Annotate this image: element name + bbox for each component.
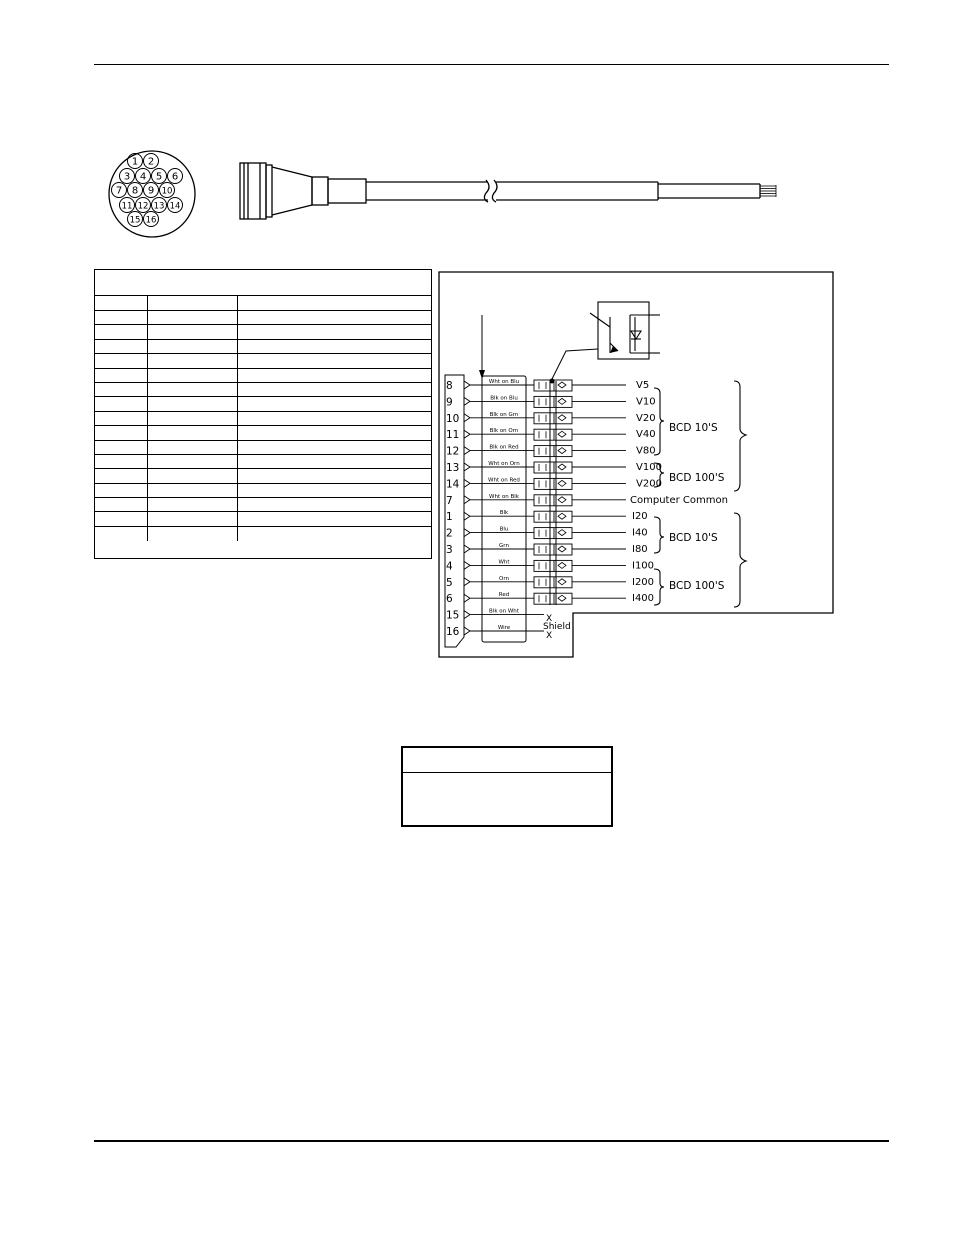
table-row — [95, 512, 431, 526]
table-cell — [95, 325, 148, 338]
table-cell — [95, 354, 148, 367]
table-row — [95, 527, 431, 541]
table-cell — [95, 397, 148, 410]
wire-pin-number: 9 — [446, 396, 453, 409]
wire-pin-number: 5 — [446, 576, 453, 589]
pin-chevron — [464, 447, 470, 455]
pin-chevron — [464, 529, 470, 537]
top-rule — [94, 64, 889, 65]
table-cell — [95, 512, 148, 525]
pin-number: 15 — [129, 215, 141, 226]
table-column-header — [95, 296, 431, 311]
table-row — [95, 426, 431, 440]
no-connect-15: X — [546, 614, 553, 624]
table-cell — [95, 498, 148, 511]
terminal-block — [534, 478, 572, 489]
signal-label: V5 — [636, 380, 650, 391]
terminal-contact — [558, 398, 566, 404]
pin-assignment-table — [94, 269, 432, 559]
terminal-contact — [558, 382, 566, 388]
pin-chevron — [464, 594, 470, 602]
table-row — [95, 354, 431, 368]
signal-label: I400 — [632, 593, 655, 605]
table-cell — [238, 369, 431, 382]
terminal-block — [534, 528, 572, 539]
wire-color-label: Wire — [497, 625, 511, 631]
table-row — [95, 397, 431, 411]
pin-chevron — [464, 414, 470, 422]
wire-pin-number: 13 — [446, 462, 460, 474]
table-cell — [95, 441, 148, 454]
group-label-bcd10-upper: BCD 10'S — [669, 422, 718, 434]
wire-color-label: Wht on Red — [488, 477, 520, 484]
connector-face-diagram — [105, 150, 200, 238]
terminal-contact — [558, 595, 566, 601]
group-label-bcd10-lower: BCD 10'S — [669, 532, 718, 544]
terminal-contact — [558, 546, 566, 552]
wire-pin-number: 7 — [446, 494, 453, 507]
signal-label: I100 — [632, 560, 655, 572]
column-header-1 — [95, 296, 148, 310]
signal-label: I20 — [632, 511, 648, 523]
wire-color-label: Blk on Blu — [490, 395, 518, 402]
wire-color-label: Red — [498, 592, 510, 599]
column-header-2 — [148, 296, 238, 310]
wiring-diagram — [438, 271, 838, 659]
no-connect-16: X — [546, 631, 553, 641]
wire-pin-number: 1 — [446, 511, 453, 524]
table-cell — [95, 484, 148, 497]
wire-color-label: Blk on Wht — [489, 608, 519, 615]
table-cell — [148, 498, 238, 511]
pin-chevron — [464, 611, 470, 619]
pin-number: 1 — [131, 156, 139, 168]
table-cell — [148, 441, 238, 454]
pin-chevron — [464, 397, 470, 405]
pin-number: 2 — [147, 156, 155, 168]
pin-chevron — [464, 512, 470, 520]
table-cell — [148, 354, 238, 367]
terminal-contact — [558, 513, 566, 519]
table-cell — [148, 340, 238, 353]
terminal-contact — [558, 530, 566, 536]
cable-assembly-diagram — [230, 155, 790, 225]
wire-pin-number: 15 — [446, 609, 460, 622]
terminal-block — [534, 577, 572, 588]
table-cell — [148, 311, 238, 324]
pin-number: 6 — [171, 171, 179, 183]
table-cell — [95, 340, 148, 353]
optocoupler-icon — [590, 302, 660, 359]
pin-chevron — [464, 479, 470, 487]
group-label-bcd100-upper: BCD 100'S — [669, 472, 725, 484]
pin-number: 13 — [153, 201, 165, 212]
pin-chevron — [464, 545, 470, 553]
wire-pin-number: 11 — [446, 429, 460, 442]
table-cell — [148, 397, 238, 410]
signal-label: Computer Common — [630, 494, 728, 506]
signal-label: V100 — [636, 462, 662, 473]
table-cell — [238, 397, 431, 410]
wire-color-label: Blk on Red — [489, 444, 519, 451]
terminal-contact — [558, 431, 566, 437]
table-cell — [95, 426, 148, 439]
connector-pins — [112, 154, 183, 227]
terminal-block — [534, 396, 572, 407]
table-row — [95, 369, 431, 383]
wire-pin-number: 6 — [446, 593, 453, 606]
pin-number: 10 — [161, 186, 173, 197]
wire-pin-number: 4 — [446, 560, 453, 573]
wire-color-label: Grn — [499, 543, 509, 549]
shield-label: Shield — [543, 622, 571, 632]
table-row — [95, 484, 431, 498]
table-cell — [238, 354, 431, 367]
terminal-block — [534, 446, 572, 457]
table-cell — [148, 455, 238, 468]
pin-chevron — [464, 381, 470, 389]
table-cell — [238, 484, 431, 497]
pin-number: 14 — [169, 201, 181, 212]
pin-number: 11 — [121, 201, 133, 212]
table-cell — [95, 383, 148, 396]
pin-number: 7 — [115, 185, 123, 197]
terminal-block — [534, 544, 572, 555]
wire-color-label: Orn — [499, 575, 509, 582]
table-cell — [238, 512, 431, 525]
group-label-bcd100-lower: BCD 100'S — [669, 580, 725, 592]
terminal-block — [534, 495, 572, 506]
terminal-block — [534, 560, 572, 571]
pin-number: 8 — [131, 185, 139, 197]
table-cell — [238, 383, 431, 396]
terminal-contact — [558, 464, 566, 470]
table-cell — [238, 325, 431, 338]
pin-chevron — [464, 561, 470, 569]
wire-color-label: Blu — [499, 526, 509, 533]
table-row — [95, 412, 431, 426]
table-cell — [238, 469, 431, 482]
signal-label: V20 — [636, 412, 656, 424]
wire-color-label: Wht — [498, 559, 510, 566]
table-cell — [95, 455, 148, 468]
wire-pin-number: 2 — [446, 527, 453, 540]
terminal-contact — [558, 562, 566, 568]
signal-label: V40 — [636, 429, 656, 441]
pin-number: 4 — [139, 171, 147, 183]
table-cell — [95, 412, 148, 425]
signal-label: V10 — [636, 396, 656, 408]
pin-chevron — [464, 627, 470, 635]
signal-label: V80 — [636, 445, 656, 457]
pin-number: 5 — [155, 171, 163, 183]
table-header — [95, 270, 431, 296]
table-cell — [238, 527, 431, 541]
wire-color-label: Blk — [499, 510, 509, 517]
wire-color-label: Wht on Orn — [488, 461, 520, 467]
table-cell — [148, 469, 238, 482]
table-cell — [238, 498, 431, 511]
table-cell — [148, 426, 238, 439]
wire-pin-number: 8 — [446, 380, 453, 392]
terminal-contact — [558, 415, 566, 421]
pin-number: 3 — [123, 171, 131, 183]
note-box — [401, 746, 613, 827]
table-row — [95, 340, 431, 354]
wire-pin-number: 14 — [446, 478, 460, 491]
table-cell — [238, 455, 431, 468]
signal-label: I80 — [632, 544, 648, 555]
pin-chevron — [464, 496, 470, 504]
wire-pin-number: 3 — [446, 544, 453, 556]
terminal-block — [534, 593, 572, 604]
table-cell — [148, 412, 238, 425]
terminal-contact — [558, 480, 566, 486]
terminal-block — [534, 413, 572, 424]
table-row — [95, 498, 431, 512]
signal-label: I200 — [632, 576, 655, 588]
pin-number: 9 — [147, 185, 155, 197]
signal-label: I40 — [632, 527, 648, 539]
table-cell — [148, 527, 238, 541]
table-cell — [148, 369, 238, 382]
table-row — [95, 441, 431, 455]
table-row — [95, 325, 431, 339]
terminal-contact — [558, 448, 566, 454]
pin-chevron — [464, 463, 470, 471]
table-cell — [95, 369, 148, 382]
table-cell — [95, 311, 148, 324]
pin-number: 12 — [137, 201, 149, 212]
table-cell — [95, 469, 148, 482]
terminal-contact — [558, 579, 566, 585]
table-cell — [238, 340, 431, 353]
table-row — [95, 455, 431, 469]
table-cell — [148, 484, 238, 497]
table-row — [95, 383, 431, 397]
table-cell — [238, 441, 431, 454]
terminal-block — [534, 462, 572, 473]
pin-number: 16 — [145, 215, 157, 226]
bottom-rule — [94, 1140, 889, 1142]
pin-chevron — [464, 578, 470, 586]
table-cell — [148, 325, 238, 338]
column-header-3 — [238, 296, 431, 310]
table-row — [95, 311, 431, 325]
wire-pin-number: 16 — [446, 626, 460, 638]
wire-pin-number: 10 — [446, 412, 460, 425]
wire-color-label: Wht on Blu — [488, 379, 520, 385]
pin-chevron — [464, 430, 470, 438]
wire-color-label: Wht on Blk — [489, 493, 519, 500]
wire-color-label: Blk on Grn — [489, 411, 519, 418]
terminal-block — [534, 429, 572, 440]
wire-color-label: Blk on Orn — [489, 428, 519, 435]
table-cell — [238, 311, 431, 324]
note-box-header — [403, 748, 611, 773]
signal-label: V200 — [636, 478, 662, 490]
table-cell — [148, 383, 238, 396]
table-cell — [238, 426, 431, 439]
table-row — [95, 469, 431, 483]
terminal-contact — [558, 497, 566, 503]
table-cell — [148, 512, 238, 525]
terminal-block — [534, 511, 572, 522]
table-cell — [238, 412, 431, 425]
wire-pin-number: 12 — [446, 445, 460, 458]
table-cell — [95, 527, 148, 541]
